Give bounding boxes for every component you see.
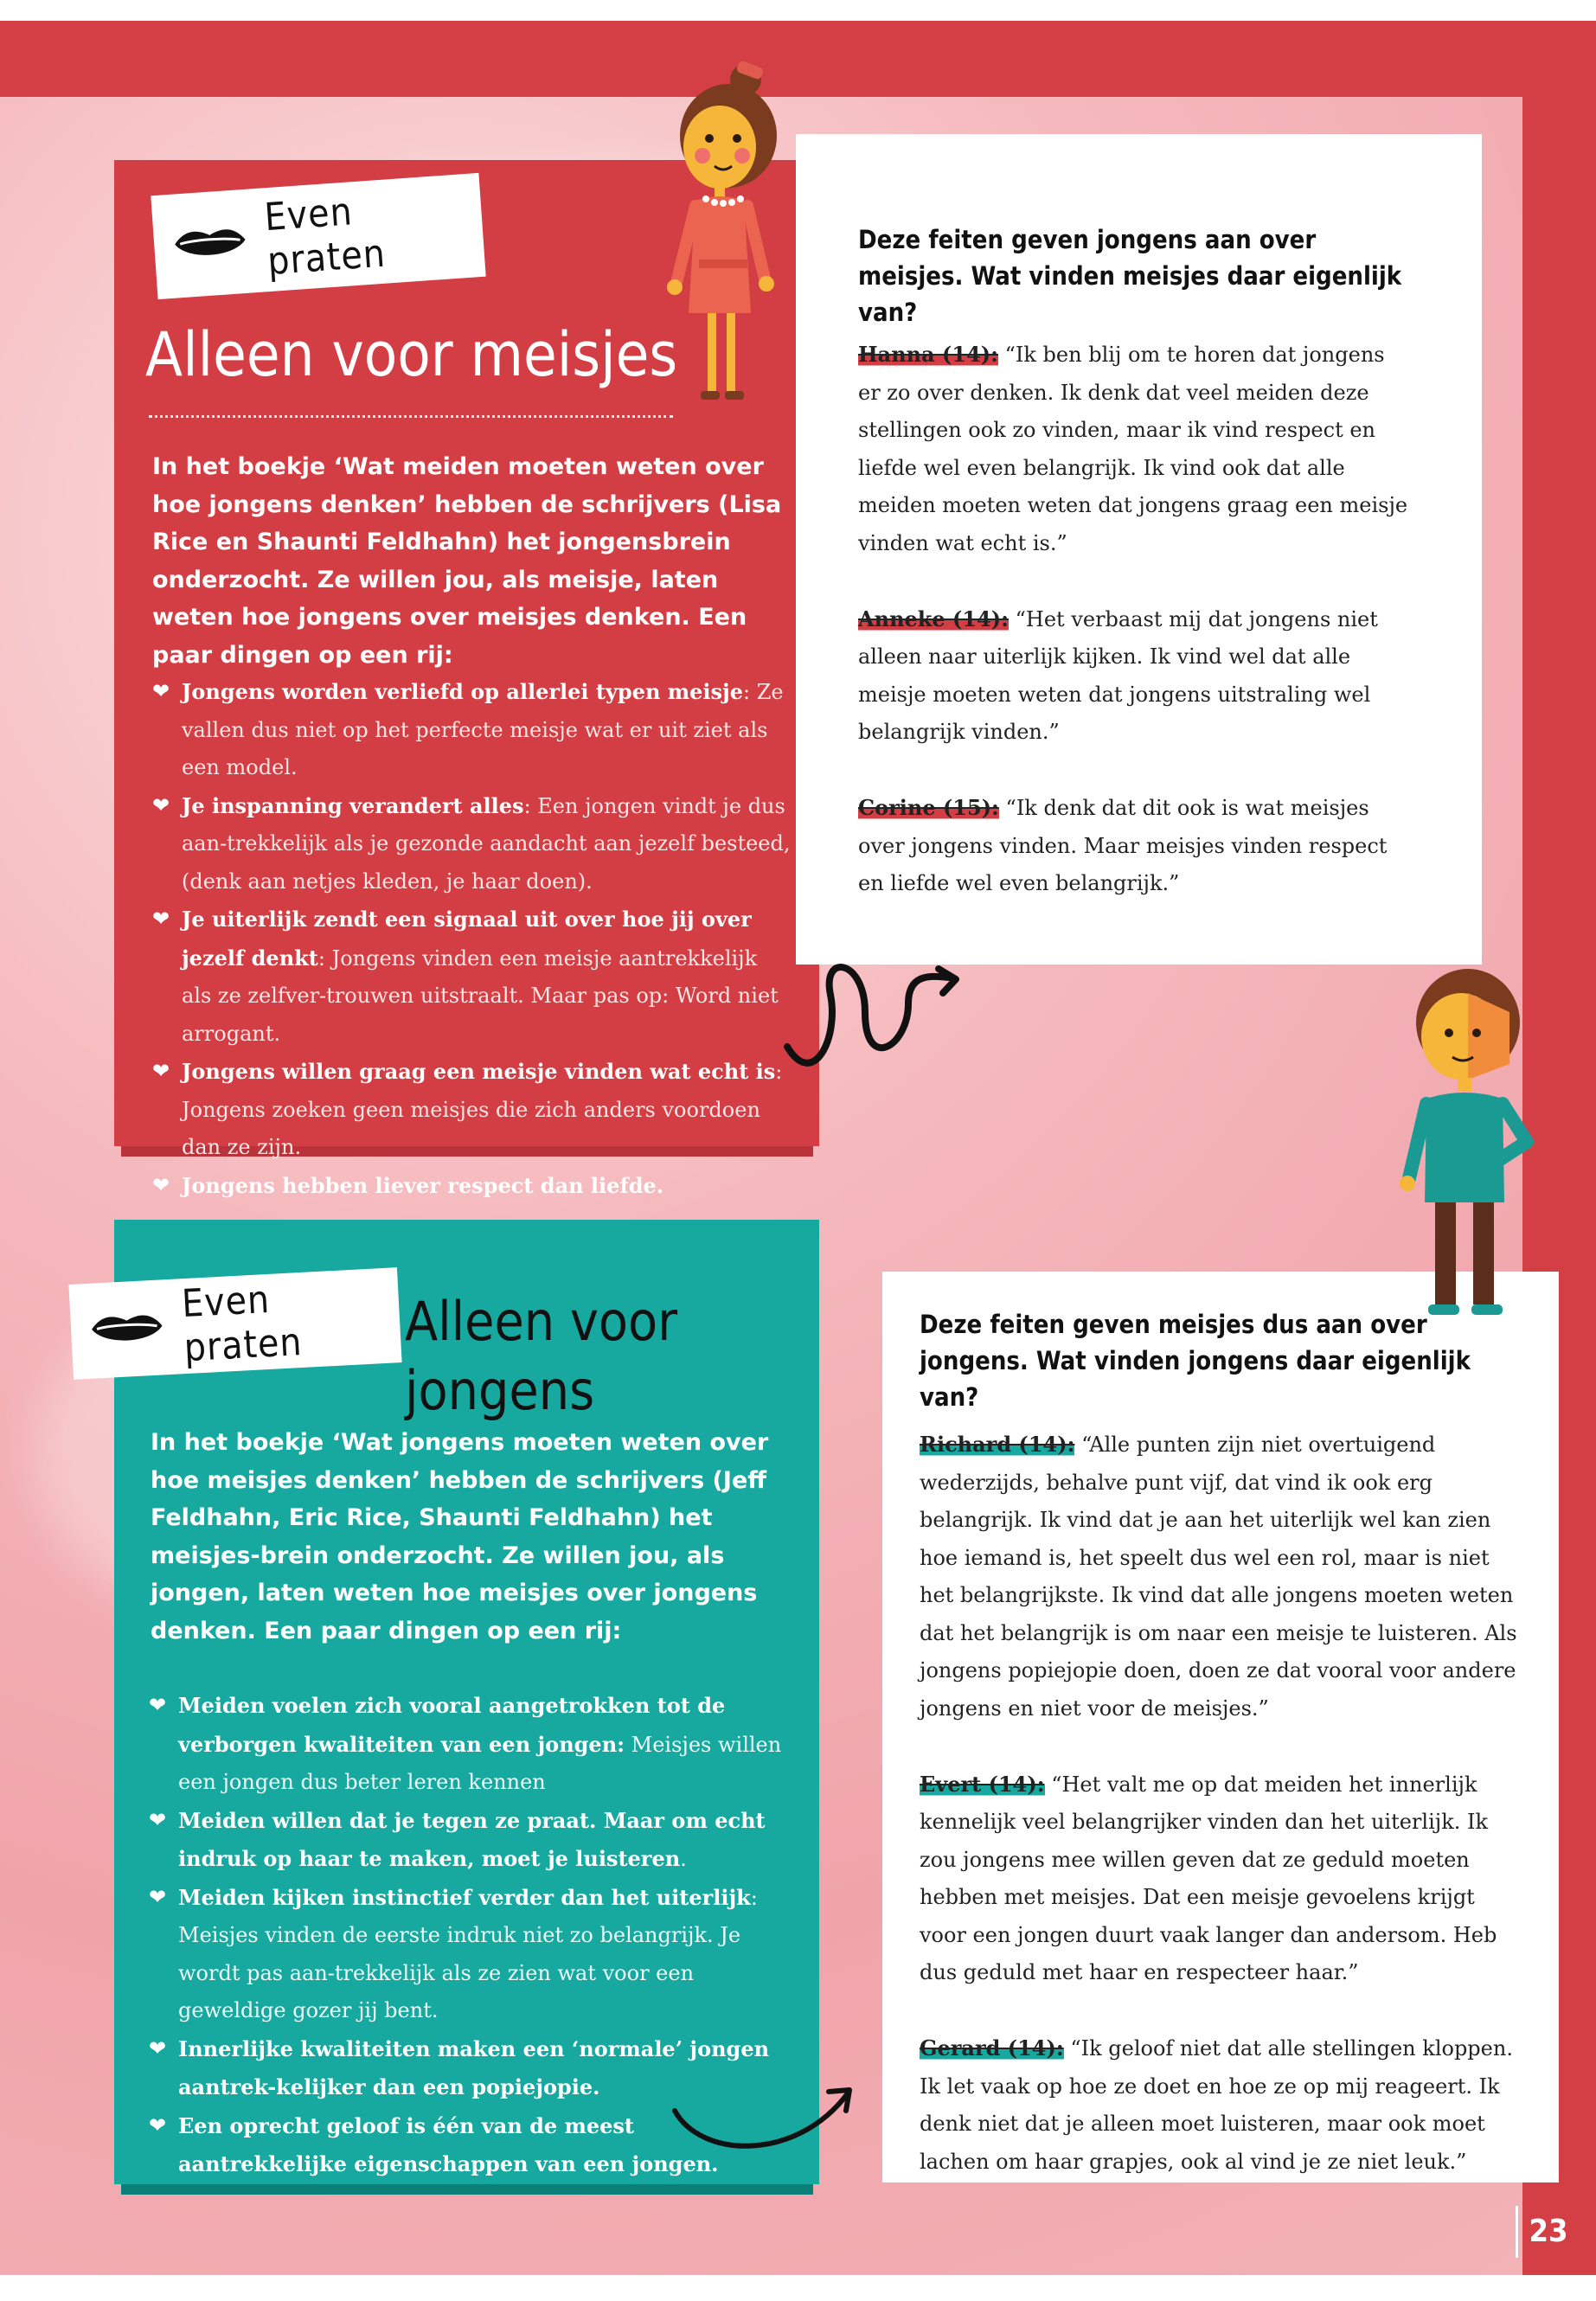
list-item: ❤ Een oprecht geloof is één van de meest aantrekkelijke eigenschappen van een jongen. bbox=[149, 2107, 798, 2184]
boys-panel-shadow bbox=[121, 2184, 813, 2195]
heart-bullet-icon: ❤ bbox=[152, 679, 170, 703]
heart-bullet-icon: ❤ bbox=[149, 2035, 167, 2061]
girls-bullet-list bbox=[152, 673, 792, 1205]
heart-bullet-icon: ❤ bbox=[149, 1693, 167, 1717]
list-item: ❤ Innerlijke kwaliteiten maken een ‘normale’ jongen aantrek-kelijker dan een popiejopie. bbox=[149, 2030, 798, 2107]
lips-icon bbox=[172, 222, 248, 266]
girls-quotes bbox=[858, 336, 1412, 940]
girls-quotes-heading: Deze feiten geven jongens aan over meisjes. Wat vinden meisjes daar eigenlijk van? bbox=[858, 225, 1402, 327]
list-item: ❤ Je uiterlijk zendt een signaal uit over hoe jij over jezelf denkt: Jongens vinden een meisje aantrekkelijk als ze zelfver-trouwen uitstraalt. Maar pas op: Word niet arrogant. bbox=[152, 901, 792, 1053]
quote-author: Corine (15): bbox=[858, 795, 999, 820]
quote-author: Richard (14): bbox=[920, 1432, 1075, 1457]
quote: Richard (14): “Alle punten zijn niet overtuigend wederzijds, behalve punt vijf, dat vind ik ook erg belangrijk. Ik vind dat je aan het uiterlijk wel kan zien hoe iemand is, het speelt dus wel een rol, maar is niet het belangrijkste. Ik vind dat alle jongens moeten weten dat het belangrijk is om naar een meisje te luisteren. Als jongens popiejopie doen, doen ze dat vooral voor andere jongens en niet voor de meisjes.” bbox=[920, 1432, 1517, 1721]
quote: Anneke (14): “Het verbaast mij dat jongens niet alleen naar uiterlijk kijken. Ik vind wel dat alle meisje moeten weten dat jongens uitstraling wel belangrijk vinden.” bbox=[858, 606, 1378, 744]
list-item: ❤ Jongens worden verliefd op allerlei typen meisje: Ze vallen dus niet op het perfecte meisje wat er uit ziet als een model. bbox=[152, 673, 792, 787]
heart-bullet-icon: ❤ bbox=[149, 1807, 167, 1832]
heart-bullet-icon: ❤ bbox=[149, 1884, 167, 1909]
boy-illustration bbox=[1388, 960, 1548, 1328]
girls-intro: In het boekje ‘Wat meiden moeten weten over hoe jongens denken’ hebben de schrijvers (Lisa Rice en Shaunti Feldhahn) het jongensbrein onderzocht. Ze willen jou, als meisje, laten weten hoe jongens over meisjes denken. Een paar dingen op een rij: bbox=[152, 453, 782, 669]
list-item: ❤ Je inspanning verandert alles: Een jongen vindt je dus aan-trekkelijk als je gezonde aandacht aan jezelf besteed, (denk aan netjes kleden, je haar doen). bbox=[152, 787, 792, 901]
list-item: ❤ Meiden willen dat je tegen ze praat. Maar om echt indruk op haar te maken, moet je luisteren. bbox=[149, 1802, 798, 1879]
heart-bullet-icon: ❤ bbox=[152, 792, 170, 817]
quote-author: Hanna (14): bbox=[858, 342, 998, 367]
list-item: ❤ Meiden kijken instinctief verder dan het uiterlijk: Meisjes vinden de eerste indruk niet zo belangrijk. Je wordt pas aan-trekkelijk als ze zien wat voor een geweldige gozer jij bent. bbox=[149, 1879, 798, 2030]
girls-title: Alleen voor meisjes bbox=[145, 319, 678, 390]
quote-author: Anneke (14): bbox=[858, 606, 1010, 631]
dotted-divider bbox=[149, 415, 673, 418]
heart-bullet-icon: ❤ bbox=[152, 1172, 170, 1197]
lips-icon bbox=[89, 1308, 165, 1349]
quote: Evert (14): “Het valt me op dat meiden het innerlijk kennelijk veel belangrijker vinden dan het uiterlijk. Ik zou jongens mee willen geven dat ze geduld moeten hebben met meisjes. Dat een meisje gevoelens krijgt voor een jongen duurt vaak langer dan andersom. Heb dus geduld met haar en respecteer haar.” bbox=[920, 1771, 1497, 1984]
curly-arrow-icon bbox=[666, 2076, 865, 2171]
tag-label: Even praten bbox=[263, 189, 388, 285]
list-item: ❤ Jongens hebben liever respect dan liefde. bbox=[152, 1167, 792, 1206]
bottom-margin bbox=[0, 2275, 1596, 2301]
heart-bullet-icon: ❤ bbox=[152, 907, 170, 931]
boys-quotes-heading: Deze feiten geven meisjes dus aan over jongens. Wat vinden jongens daar eigenlijk van? bbox=[920, 1310, 1471, 1412]
boys-title: Alleen voor jongens bbox=[405, 1290, 678, 1422]
boys-quotes bbox=[920, 1426, 1525, 2219]
list-item: ❤ Jongens willen graag een meisje vinden wat echt is: Jongens zoeken geen meisjes die zich anders voordoen dan ze zijn. bbox=[152, 1053, 792, 1167]
list-item: ❤ Meiden voelen zich vooral aangetrokken tot de verborgen kwaliteiten van een jongen: Meisjes willen een jongen dus beter leren kennen bbox=[149, 1687, 798, 1802]
heart-bullet-icon: ❤ bbox=[152, 1059, 170, 1083]
page-number: 23 bbox=[1516, 2206, 1579, 2258]
boys-even-praten-tag bbox=[68, 1267, 401, 1380]
quote-author: Evert (14): bbox=[920, 1771, 1045, 1797]
curly-arrow-icon bbox=[779, 943, 986, 1099]
heart-bullet-icon: ❤ bbox=[149, 2112, 167, 2138]
quote: Corine (15): “Ik denk dat dit ook is wat meisjes over jongens vinden. Maar meisjes vinden respect en liefde wel even belangrijk.” bbox=[858, 795, 1388, 895]
quote: Gerard (14): “Ik geloof niet dat alle stellingen kloppen. Ik let vaak op hoe ze doet en hoe ze op mij reageert. Ik denk niet dat je alleen moet luisteren, maar ook moet lachen om haar grapjes, ook al vind je ze niet leuk.” bbox=[920, 2035, 1513, 2174]
girl-illustration bbox=[657, 54, 813, 413]
quote: Hanna (14): “Ik ben blij om te horen dat jongens er zo over denken. Ik denk dat veel meiden deze stellingen ook zo vinden, maar ik vind respect en liefde wel even belangrijk. Ik vind ook dat alle meiden moeten weten dat jongens graag een meisje vinden wat echt is.” bbox=[858, 342, 1408, 555]
tag-label: Even praten bbox=[180, 1277, 304, 1371]
quote-author: Gerard (14): bbox=[920, 2035, 1064, 2061]
boys-intro: In het boekje ‘Wat jongens moeten weten over hoe meisjes denken’ hebben de schrijvers (Jeff Feldhahn, Eric Rice, Shaunti Feldhahn) het meisjes-brein onderzocht. Ze willen jou, als jongen, laten weten hoe meisjes over jongens denken. Een paar dingen op een rij: bbox=[151, 1429, 769, 1644]
